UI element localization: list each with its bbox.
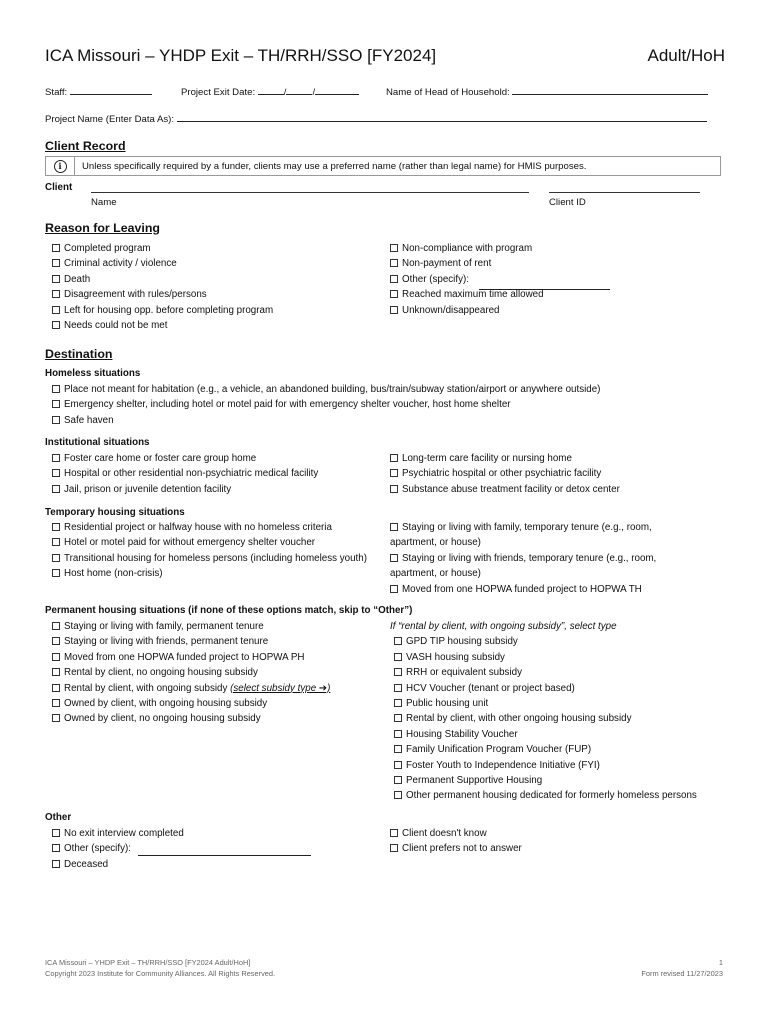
institutional-right-list	[390, 451, 620, 497]
checkbox[interactable]	[394, 791, 402, 799]
checkbox[interactable]	[52, 668, 60, 676]
option-left-for-housing-opp-before-completing-p[interactable]	[52, 303, 273, 318]
option-label: Rental by client, with other ongoing housing subsidy	[406, 713, 632, 725]
project-blank[interactable]	[177, 112, 707, 122]
option-safe-haven[interactable]	[52, 413, 600, 428]
option-other-permanent-housing-dedicated-for-fo[interactable]	[394, 788, 697, 803]
option-disagreement-with-rules-persons[interactable]	[52, 287, 273, 302]
option-label: Residential project or halfway house with no homeless criteria	[64, 522, 332, 533]
option-continuation: apartment, or house)	[390, 568, 481, 580]
hoh-blank[interactable]	[512, 85, 708, 95]
option-label: Transitional housing for homeless persons (including homeless youth)	[64, 552, 367, 564]
option-label: Safe haven	[64, 414, 114, 426]
temp-hopwa-option[interactable]	[390, 582, 656, 597]
option-continuation: apartment, or house)	[390, 537, 481, 549]
checkbox[interactable]	[390, 290, 398, 298]
checkbox[interactable]	[390, 306, 398, 314]
option-non-payment-of-rent[interactable]	[390, 256, 544, 271]
page-number: 1	[718, 958, 723, 967]
checkbox[interactable]	[390, 454, 398, 462]
footer-right	[641, 957, 723, 979]
reason-left-list	[52, 241, 273, 333]
option-gpd-tip-housing-subsidy[interactable]	[394, 634, 697, 649]
option-label: Criminal activity / violence	[64, 258, 177, 270]
checkbox[interactable]	[52, 714, 60, 722]
preferred-name-notice	[45, 156, 721, 176]
institutional-left-list	[52, 451, 318, 497]
checkbox[interactable]	[52, 259, 60, 267]
option-label: Staying or living with friends, permanent tenure	[64, 636, 269, 648]
hoh-field[interactable]	[386, 85, 708, 98]
checkbox[interactable]	[52, 523, 60, 531]
checkbox[interactable]	[394, 776, 402, 784]
other-specify-blank[interactable]	[138, 846, 311, 856]
option-label: Needs could not be met	[64, 320, 168, 332]
temporary-heading: Temporary housing situations	[45, 507, 185, 518]
checkbox[interactable]	[394, 730, 402, 738]
select-subsidy-hint: (select subsidy type ➔)	[230, 682, 331, 694]
footer-left	[45, 957, 275, 979]
option-label: Unknown/disappeared	[402, 304, 500, 316]
project-field[interactable]	[45, 112, 707, 125]
option-label: Long-term care facility or nursing home	[402, 453, 572, 464]
option-label: Substance abuse treatment facility or detox center	[402, 483, 620, 495]
checkbox[interactable]	[52, 538, 60, 546]
footer-doc: ICA Missouri – YHDP Exit – TH/RRH/SSO [FY2024 Adult/HoH]	[45, 958, 251, 967]
footer-copyright: Copyright 2023 Institute for Community Alliances. All Rights Reserved.	[45, 969, 276, 978]
option-label: Disagreement with rules/persons	[64, 289, 207, 301]
notice-text: Unless specifically required by a funder, clients may use a preferred name (rather than legal name) for HMIS purposes.	[82, 161, 587, 172]
form-revised: Form revised 11/27/2023	[641, 969, 723, 978]
exit-day-blank[interactable]	[286, 85, 312, 95]
subsidy-intro: If “rental by client, with ongoing subsidy”, select type	[390, 621, 617, 632]
option-client-doesn-t-know[interactable]	[390, 826, 522, 841]
option-hotel-or-motel-paid-for-without-emergenc[interactable]	[52, 535, 367, 550]
exit-year-blank[interactable]	[315, 85, 359, 95]
option-long-term-care-facility-or-nursing-home[interactable]	[390, 451, 620, 466]
permanent-right-list	[390, 619, 697, 804]
client-id-field[interactable]	[549, 192, 700, 193]
option-substance-abuse-treatment-facility-or-de[interactable]	[390, 482, 620, 497]
checkbox[interactable]	[52, 469, 60, 477]
other-right-list	[390, 826, 522, 857]
option-label: Permanent Supportive Housing	[406, 775, 543, 787]
temporary-left-list	[52, 520, 367, 582]
checkbox[interactable]	[390, 829, 398, 837]
homeless-list	[52, 382, 600, 428]
other-heading: Other	[45, 812, 72, 823]
option-label: HCV Voucher (tenant or project based)	[406, 682, 575, 694]
checkbox[interactable]	[52, 829, 60, 837]
option-housing-stability-voucher[interactable]	[394, 727, 697, 742]
option-label: Moved from one HOPWA funded project to HOPWA PH	[64, 651, 305, 663]
checkbox[interactable]	[52, 400, 60, 408]
option-label: Non-payment of rent	[402, 258, 492, 270]
option-label: Client prefers not to answer	[402, 843, 522, 855]
option-label: Deceased	[64, 858, 109, 870]
option-label: Left for housing opp. before completing program	[64, 304, 274, 316]
option-foster-care-home-or-foster-care-group-ho[interactable]	[52, 451, 318, 466]
permanent-left-list	[52, 619, 330, 727]
option-label: VASH housing subsidy	[406, 651, 505, 663]
option-place-not-meant-for-habitation-e-g-a-veh[interactable]	[52, 382, 600, 397]
option-moved-from-one-hopwa-funded-project-to-h[interactable]	[52, 650, 330, 665]
checkbox[interactable]	[52, 306, 60, 314]
option-label: Public housing unit	[406, 698, 489, 710]
destination-heading: Destination	[45, 347, 113, 361]
client-id-caption: Client ID	[549, 197, 586, 208]
checkbox[interactable]	[390, 259, 398, 267]
option-label: Other permanent housing dedicated for formerly homeless persons	[406, 790, 697, 802]
option-unknown-disappeared[interactable]	[390, 303, 544, 318]
checkbox[interactable]	[52, 244, 60, 252]
option-label: Other (specify):	[64, 843, 131, 855]
option-label: Housing Stability Voucher	[406, 728, 518, 740]
option-label: Non-compliance with program	[402, 243, 533, 254]
option-residential-project-or-halfway-house-wit[interactable]	[52, 520, 367, 535]
option-client-prefers-not-to-answer[interactable]	[390, 841, 522, 856]
temp-friends-option[interactable]	[390, 551, 656, 566]
option-label: Staying or living with friends, temporary tenure (e.g., room,	[402, 552, 657, 564]
hoh-label: Name of Head of Household:	[386, 87, 510, 98]
option-label: Other (specify):	[402, 273, 469, 285]
checkbox[interactable]	[390, 469, 398, 477]
checkbox[interactable]	[52, 699, 60, 707]
option-label: Death	[64, 273, 91, 285]
option-label: Hotel or motel paid for without emergency shelter voucher	[64, 537, 316, 549]
option-label: Reached maximum time allowed	[402, 289, 544, 301]
checkbox[interactable]	[52, 684, 60, 692]
temp-family-option[interactable]	[390, 520, 656, 535]
checkbox[interactable]	[390, 585, 398, 593]
checkbox[interactable]	[52, 653, 60, 661]
checkbox[interactable]	[52, 385, 60, 393]
option-hospital-or-other-residential-non-psychi[interactable]	[52, 466, 318, 481]
checkbox[interactable]	[390, 844, 398, 852]
checkbox[interactable]	[394, 653, 402, 661]
checkbox[interactable]	[52, 569, 60, 577]
homeless-heading: Homeless situations	[45, 368, 141, 379]
checkbox[interactable]	[390, 523, 398, 531]
option-psychiatric-hospital-or-other-psychiatri[interactable]	[390, 466, 620, 481]
staff-label: Staff:	[45, 87, 68, 98]
option-label: Psychiatric hospital or other psychiatric facility	[402, 468, 602, 480]
checkbox[interactable]	[52, 554, 60, 562]
option-jail-prison-or-juvenile-detention-facili[interactable]	[52, 482, 318, 497]
option-deceased[interactable]	[52, 857, 184, 872]
option-owned-by-client-with-ongoing-housing-sub[interactable]	[52, 696, 330, 711]
option-label: Completed program	[64, 243, 151, 254]
checkbox[interactable]	[52, 275, 60, 283]
checkbox[interactable]	[390, 485, 398, 493]
staff-blank[interactable]	[70, 85, 152, 95]
option-staying-or-living-with-family-permanent-[interactable]	[52, 619, 330, 634]
checkbox[interactable]	[390, 244, 398, 252]
option-label: Rental by client, with ongoing subsidy	[64, 682, 231, 694]
checkbox[interactable]	[52, 454, 60, 462]
option-rental-by-client-with-other-ongoing-hous[interactable]	[394, 711, 697, 726]
option-label: RRH or equivalent subsidy	[406, 667, 522, 679]
option-label: Host home (non-crisis)	[64, 568, 163, 580]
option-foster-youth-to-independence-initiative-[interactable]	[394, 758, 697, 773]
option-vash-housing-subsidy[interactable]	[394, 650, 697, 665]
option-non-compliance-with-program[interactable]	[390, 241, 544, 256]
permanent-heading: Permanent housing situations (if none of these options match, skip to “Other”)	[45, 605, 413, 616]
form-title: ICA Missouri – YHDP Exit – TH/RRH/SSO [FY2024]	[45, 46, 437, 65]
option-staying-or-living-with-friends-permanent[interactable]	[52, 634, 330, 649]
checkbox[interactable]	[394, 761, 402, 769]
option-no-exit-interview-completed[interactable]	[52, 826, 184, 841]
checkbox[interactable]	[52, 485, 60, 493]
option-rental-by-client-no-ongoing-housing-subs[interactable]	[52, 665, 330, 680]
option-label: Hospital or other residential non-psychiatric medical facility	[64, 468, 319, 480]
subsidy-options	[394, 634, 697, 803]
info-icon: i	[46, 157, 75, 175]
option-completed-program[interactable]	[52, 241, 273, 256]
checkbox[interactable]	[394, 684, 402, 692]
option-label: GPD TIP housing subsidy	[406, 636, 518, 648]
option-label: Foster care home or foster care group home	[64, 453, 257, 464]
option-label: Moved from one HOPWA funded project to HOPWA TH	[402, 583, 642, 595]
option-label: Staying or living with family, permanent tenure	[64, 621, 264, 632]
checkbox[interactable]	[52, 321, 60, 329]
option-label: Jail, prison or juvenile detention facility	[64, 483, 232, 495]
reason-heading: Reason for Leaving	[45, 221, 160, 235]
checkbox[interactable]	[52, 290, 60, 298]
client-name-caption: Name	[91, 197, 117, 208]
option-emergency-shelter-including-hotel-or-mot[interactable]	[52, 397, 600, 412]
option-transitional-housing-for-homeless-person[interactable]	[52, 551, 367, 566]
option-host-home-non-crisis[interactable]	[52, 566, 367, 581]
checkbox[interactable]	[52, 637, 60, 645]
option-public-housing-unit[interactable]	[394, 696, 697, 711]
option-label: Rental by client, no ongoing housing subsidy	[64, 667, 258, 679]
option-rrh-or-equivalent-subsidy[interactable]	[394, 665, 697, 680]
checkbox[interactable]	[394, 668, 402, 676]
option-death[interactable]	[52, 272, 273, 287]
option-label: Foster Youth to Independence Initiative (FYI)	[406, 759, 600, 771]
exit-date-label: Project Exit Date:	[181, 87, 256, 98]
option-label: No exit interview completed	[64, 828, 184, 839]
project-label: Project Name (Enter Data As):	[45, 114, 175, 125]
option-owned-by-client-no-ongoing-housing-subsi[interactable]	[52, 711, 330, 726]
option-label: Owned by client, with ongoing housing subsidy	[64, 698, 268, 710]
option-hcv-voucher-tenant-or-project-based[interactable]	[394, 681, 697, 696]
checkbox[interactable]	[394, 637, 402, 645]
option-label: Family Unification Program Voucher (FUP)	[406, 744, 592, 756]
client-name-field[interactable]	[91, 192, 529, 193]
checkbox[interactable]	[394, 699, 402, 707]
option-criminal-activity-violence[interactable]	[52, 256, 273, 271]
checkbox[interactable]	[52, 416, 60, 424]
exit-month-blank[interactable]	[258, 85, 284, 95]
option-label: Emergency shelter, including hotel or motel paid for with emergency shelter voucher, host home shelter	[64, 399, 511, 411]
option-label: Client doesn't know	[402, 828, 487, 839]
option-label: Staying or living with family, temporary tenure (e.g., room,	[402, 522, 652, 533]
staff-field[interactable]	[45, 85, 152, 98]
checkbox[interactable]	[390, 554, 398, 562]
temporary-right-list	[390, 520, 656, 597]
checkbox[interactable]	[52, 860, 60, 868]
option-label: Place not meant for habitation (e.g., a vehicle, an abandoned building, bus/train/subway station/airport or anywhere outside)	[64, 384, 601, 395]
form-audience: Adult/HoH	[647, 46, 725, 65]
checkbox[interactable]	[52, 622, 60, 630]
reason-other-specify-blank[interactable]	[479, 280, 610, 290]
option-label: Owned by client, no ongoing housing subsidy	[64, 713, 261, 725]
checkbox[interactable]	[390, 275, 398, 283]
checkbox[interactable]	[52, 844, 60, 852]
checkbox[interactable]	[394, 714, 402, 722]
institutional-heading: Institutional situations	[45, 437, 150, 448]
option-family-unification-program-voucher-fup[interactable]	[394, 742, 697, 757]
option-permanent-supportive-housing[interactable]	[394, 773, 697, 788]
option-rental-with-subsidy[interactable]	[52, 681, 330, 696]
checkbox[interactable]	[394, 745, 402, 753]
exit-date-field[interactable]: Project Exit Date: / /	[181, 85, 359, 98]
option-needs-could-not-be-met[interactable]	[52, 318, 273, 333]
client-label: Client	[45, 182, 73, 193]
client-record-heading: Client Record	[45, 139, 126, 153]
